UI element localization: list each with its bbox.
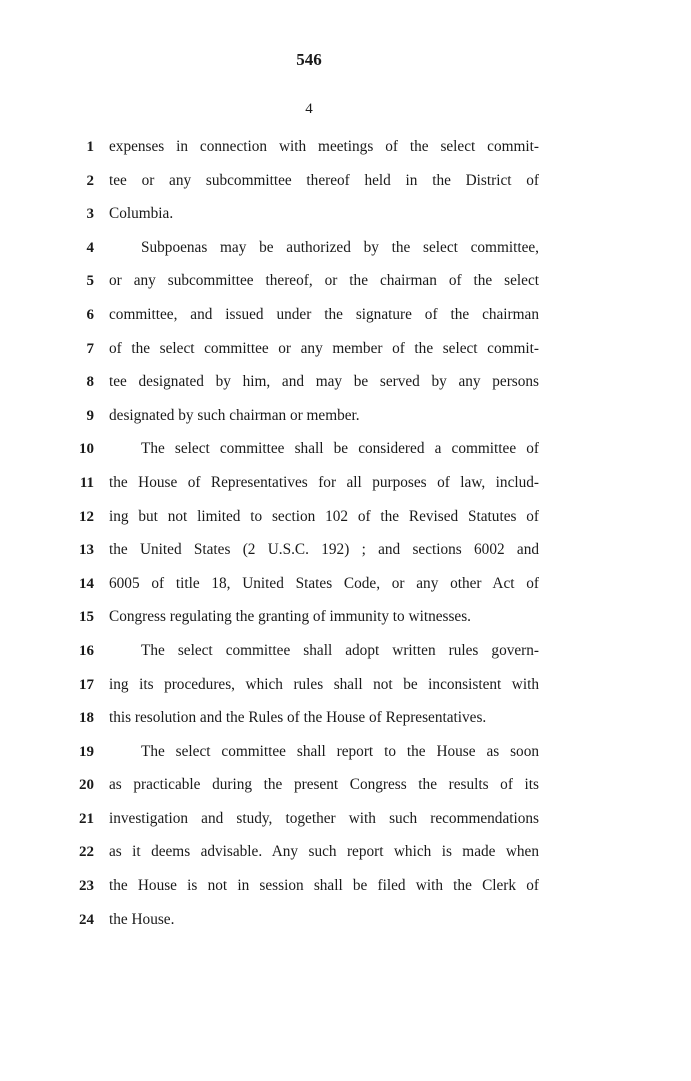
line-text: Congress regulating the granting of immunity to witnesses. bbox=[109, 608, 471, 626]
line-number: 23 bbox=[79, 878, 94, 895]
line-text: tee designated by him, and may be served by any persons bbox=[109, 373, 539, 391]
text-line-16 bbox=[0, 639, 691, 673]
text-line-21 bbox=[0, 807, 691, 841]
line-text: designated by such chairman or member. bbox=[109, 406, 360, 424]
line-number: 18 bbox=[79, 710, 94, 727]
page-number: 546 bbox=[296, 50, 322, 69]
text-line-2 bbox=[0, 169, 691, 203]
line-text: The select committee shall adopt written rules govern- bbox=[141, 641, 539, 659]
line-text: investigation and study, together with such recommendations bbox=[109, 809, 539, 827]
line-text: The select committee shall be considered a committee of bbox=[141, 440, 539, 458]
text-line-19 bbox=[0, 740, 691, 774]
line-number: 1 bbox=[86, 139, 94, 155]
line-text: Columbia. bbox=[109, 205, 174, 223]
line-number: 2 bbox=[86, 172, 94, 189]
line-text: expenses in connection with meetings of the select commit- bbox=[109, 138, 539, 155]
line-text: The select committee shall report to the House as soon bbox=[141, 742, 539, 760]
text-line-3 bbox=[0, 202, 691, 236]
line-number: 9 bbox=[86, 407, 94, 424]
line-number: 6 bbox=[86, 306, 94, 323]
text-line-23 bbox=[0, 874, 691, 908]
line-text: ing but not limited to section 102 of the Revised Statutes of bbox=[109, 507, 539, 525]
line-number: 8 bbox=[86, 374, 94, 391]
text-line-11 bbox=[0, 471, 691, 505]
line-number: 14 bbox=[79, 575, 94, 592]
line-number: 4 bbox=[86, 239, 94, 256]
line-text: the House. bbox=[109, 910, 175, 928]
text-line-9 bbox=[0, 404, 691, 438]
line-text: tee or any subcommittee thereof held in the District of bbox=[109, 171, 539, 189]
line-text: or any subcommittee thereof, or the chairman of the select bbox=[109, 272, 539, 290]
text-line-10 bbox=[0, 437, 691, 471]
line-number: 10 bbox=[79, 441, 94, 458]
line-number: 12 bbox=[79, 508, 94, 525]
line-number: 13 bbox=[79, 542, 94, 559]
line-text: committee, and issued under the signature of the chairman bbox=[109, 305, 539, 323]
line-text: of the select committee or any member of the select commit- bbox=[109, 339, 539, 357]
line-number: 11 bbox=[79, 474, 94, 491]
line-number: 24 bbox=[79, 911, 94, 928]
line-text: Subpoenas may be authorized by the select committee, bbox=[141, 238, 539, 256]
line-number: 3 bbox=[86, 206, 94, 223]
text-line-17 bbox=[0, 673, 691, 707]
line-text: as it deems advisable. Any such report which is made when bbox=[109, 843, 539, 861]
text-line-6 bbox=[0, 303, 691, 337]
line-number: 5 bbox=[86, 273, 94, 290]
line-text: the House is not in session shall be filed with the Clerk of bbox=[109, 877, 539, 895]
text-line-12 bbox=[0, 505, 691, 539]
line-number: 15 bbox=[79, 609, 94, 626]
text-line-15 bbox=[0, 605, 691, 639]
line-text: the United States (2 U.S.C. 192) ; and sections 6002 and bbox=[109, 541, 539, 559]
text-line-5 bbox=[0, 269, 691, 303]
line-number: 17 bbox=[79, 676, 94, 693]
line-number: 22 bbox=[79, 844, 94, 861]
sub-number: 4 bbox=[305, 101, 313, 117]
line-text: 6005 of title 18, United States Code, or any other Act of bbox=[109, 574, 539, 592]
text-line-24 bbox=[0, 908, 691, 942]
text-line-1 bbox=[0, 135, 691, 169]
body-text bbox=[0, 135, 691, 941]
line-number: 7 bbox=[86, 340, 94, 357]
text-line-13 bbox=[0, 538, 691, 572]
line-number: 20 bbox=[79, 777, 94, 794]
text-line-14 bbox=[0, 572, 691, 606]
line-text: ing its procedures, which rules shall not be inconsistent with bbox=[109, 675, 539, 693]
text-line-8 bbox=[0, 370, 691, 404]
text-line-4 bbox=[0, 236, 691, 270]
text-line-7 bbox=[0, 337, 691, 371]
text-line-20 bbox=[0, 773, 691, 807]
text-line-18 bbox=[0, 706, 691, 740]
line-number: 21 bbox=[79, 810, 94, 827]
line-number: 16 bbox=[79, 642, 94, 659]
line-text: this resolution and the Rules of the House of Representatives. bbox=[109, 709, 487, 727]
line-text: as practicable during the present Congress the results of its bbox=[109, 776, 539, 794]
line-text: the House of Representatives for all purposes of law, includ- bbox=[109, 473, 539, 491]
line-number: 19 bbox=[79, 743, 94, 760]
text-line-22 bbox=[0, 840, 691, 874]
